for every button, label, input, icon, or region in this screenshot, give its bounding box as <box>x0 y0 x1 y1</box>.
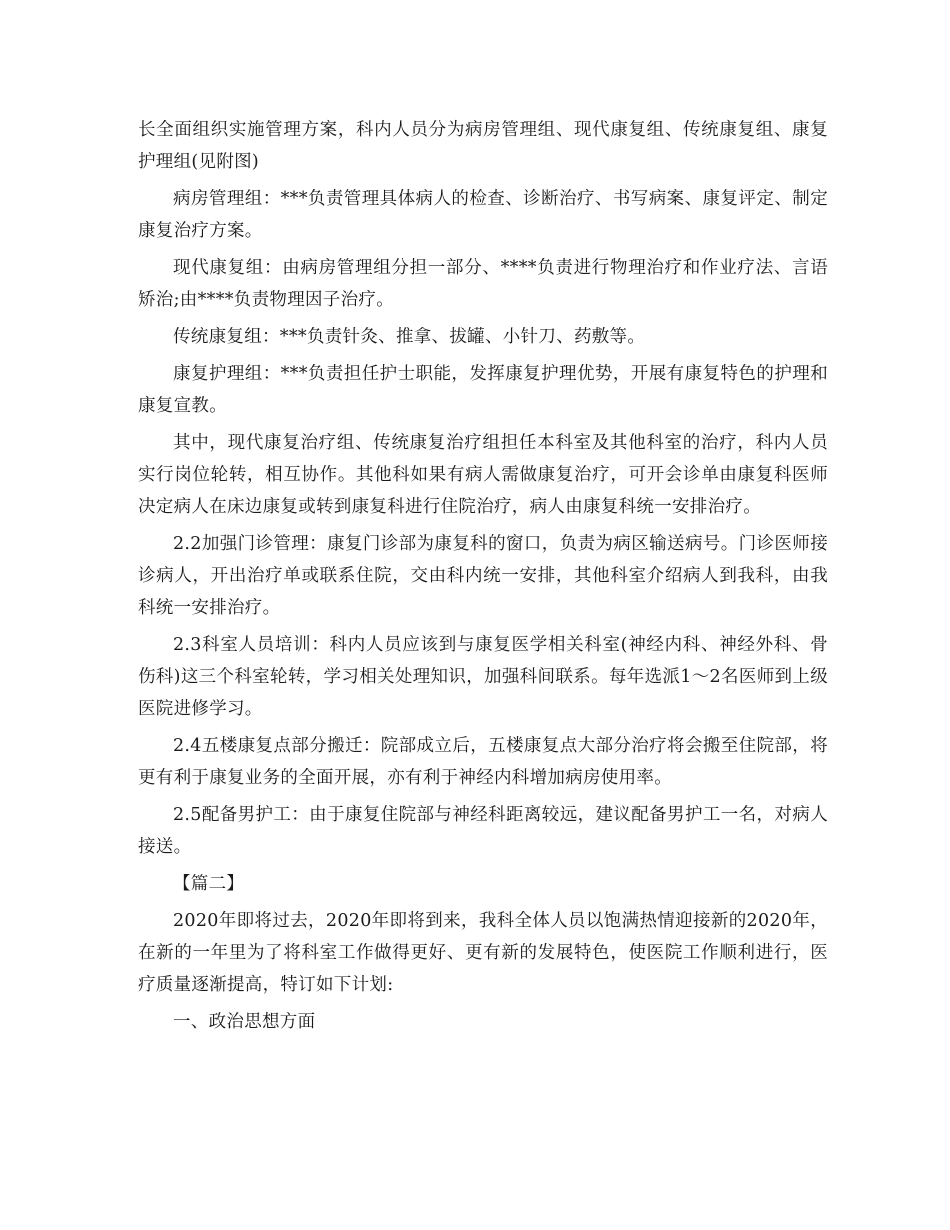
paragraph-section-2-3: 2.3科室人员培训：科内人员应该到与康复医学相关科室(神经内科、神经外科、骨伤科)这三个科室轮转，学习相关处理知识，加强科间联系。每年选派1～2名医师到上级医院进修学习。 <box>138 635 828 719</box>
document-body <box>138 114 828 1043</box>
paragraph-rehab-nursing-group: 康复护理组：***负责担任护士职能，发挥康复护理优势，开展有康复特色的护理和康复宣教。 <box>138 364 828 416</box>
paragraph-ward-management-group: 病房管理组：***负责管理具体病人的检查、诊断治疗、书写病案、康复评定、制定康复治疗方案。 <box>138 189 828 241</box>
paragraph-section-2-4: 2.4五楼康复点部分搬迁：院部成立后，五楼康复点大部分治疗将会搬至住院部，将更有利于康复业务的全面开展，亦有利于神经内科增加病房使用率。 <box>138 736 828 788</box>
subheading-political-thought: 一、政治思想方面 <box>173 1012 316 1032</box>
paragraph-traditional-rehab-group: 传统康复组：***负责针灸、推拿、拔罐、小针刀、药敷等。 <box>173 327 646 347</box>
paragraph-plan-intro: 2020年即将过去，2020年即将到来，我科全体人员以饱满热情迎接新的2020年，在新的一年里为了将科室工作做得更好、更有新的发展特色，使医院工作顺利进行，医疗质量逐渐提高，特订如下计划: <box>138 911 828 995</box>
paragraph-modern-rehab-group: 现代康复组：由病房管理组分担一部分、****负责进行物理治疗和作业疗法、言语矫治;由****负责物理因子治疗。 <box>138 258 828 310</box>
section-heading-part-two: 【篇二】 <box>173 874 245 894</box>
paragraph-section-2-2: 2.2加强门诊管理：康复门诊部为康复科的窗口，负责为病区输送病号。门诊医师接诊病人，开出治疗单或联系住院，交由科内统一安排，其他科室介绍病人到我科，由我科统一安排治疗。 <box>138 534 828 618</box>
paragraph-rotation: 其中，现代康复治疗组、传统康复治疗组担任本科室及其他科室的治疗，科内人员实行岗位轮转，相互协作。其他科如果有病人需做康复治疗，可开会诊单由康复科医师决定病人在床边康复或转到康复科进行住院治疗，病人由康复科统一安排治疗。 <box>138 433 828 517</box>
paragraph-section-2-5: 2.5配备男护工：由于康复住院部与神经科距离较远，建议配备男护工一名，对病人接送。 <box>138 805 828 857</box>
paragraph-continuation: 长全面组织实施管理方案，科内人员分为病房管理组、现代康复组、传统康复组、康复护理组(见附图) <box>138 120 828 172</box>
